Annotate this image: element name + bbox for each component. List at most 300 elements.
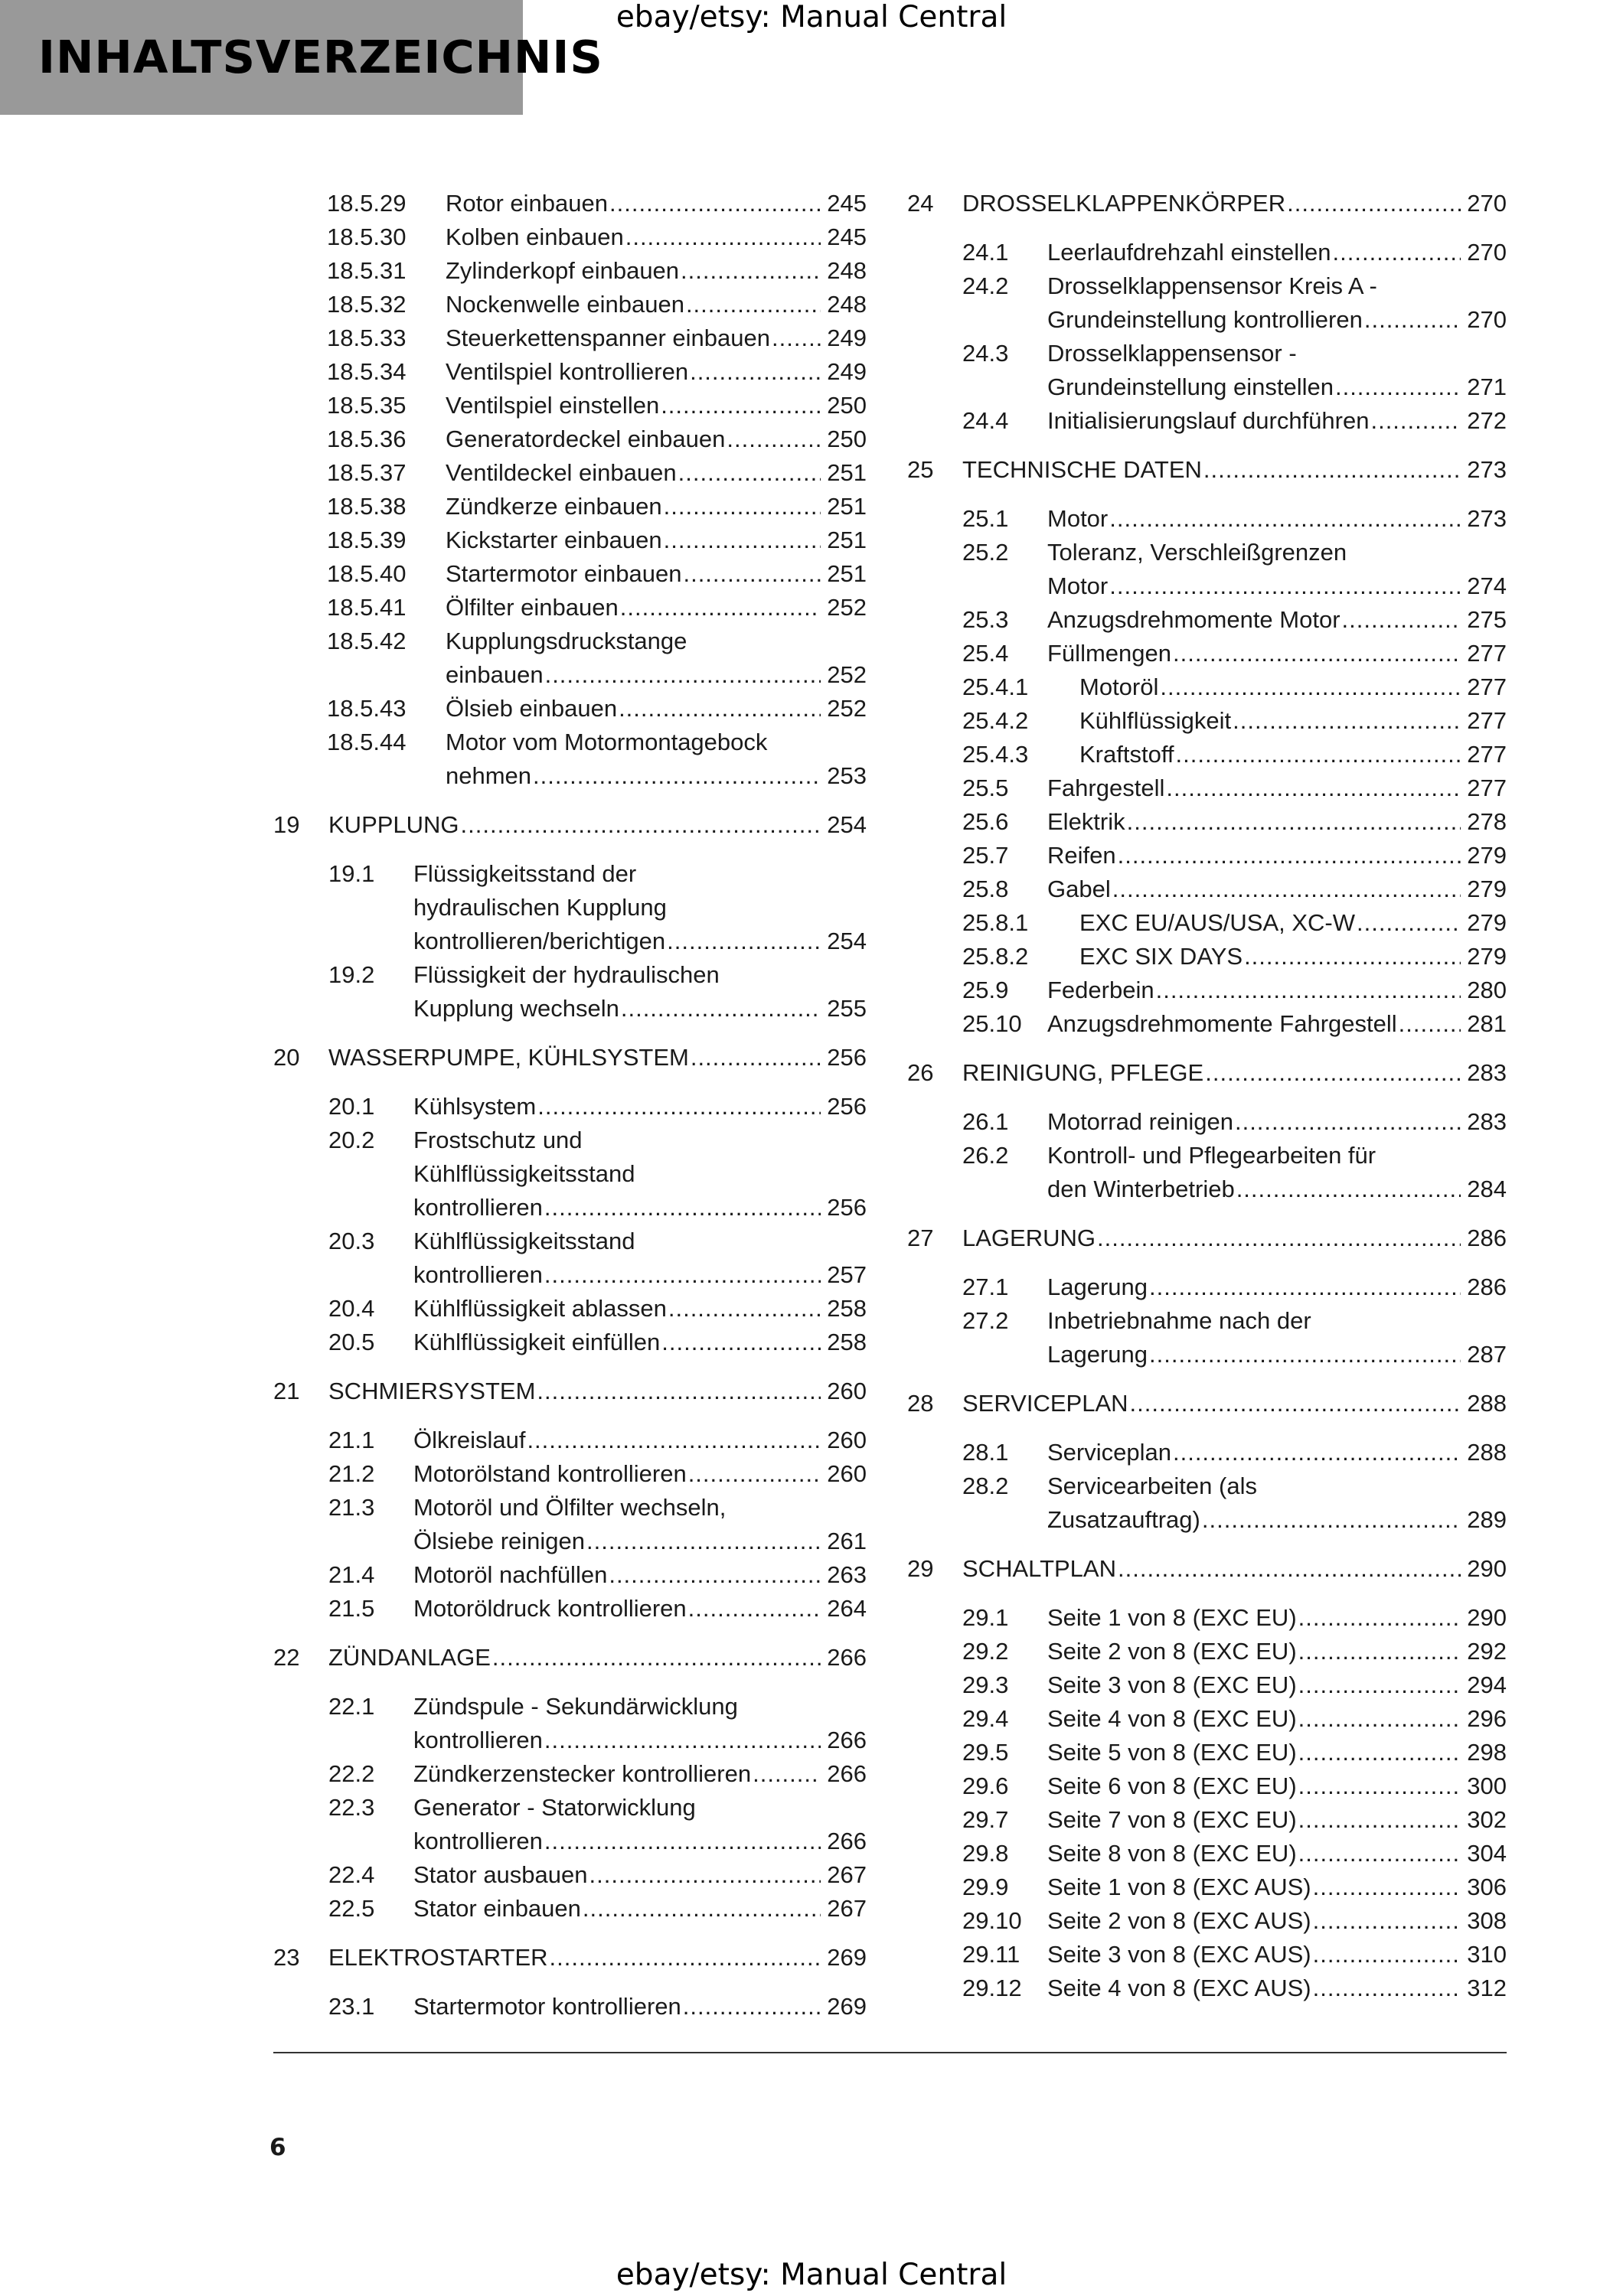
toc-entry-row[interactable] xyxy=(273,1191,867,1225)
toc-page-number: 272 xyxy=(1467,407,1507,434)
toc-entry-title: Seite 4 von 8 (EXC AUS) xyxy=(1047,1975,1311,2001)
toc-entry-title: Grundeinstellung kontrollieren xyxy=(1047,306,1363,333)
toc-entry-number: 29.10 xyxy=(962,1907,1022,1934)
toc-page-number: 248 xyxy=(827,257,867,284)
toc-dot-leader xyxy=(1297,1668,1461,1702)
toc-entry-row[interactable] xyxy=(907,1007,1507,1041)
toc-entry-title: Ölsiebe reinigen xyxy=(413,1528,586,1554)
toc-entry-title: einbauen xyxy=(446,661,544,688)
toc-entry-row[interactable] xyxy=(273,422,867,456)
toc-entry-title: Gabel xyxy=(1047,876,1111,902)
toc-entry-number: 18.5.29 xyxy=(327,190,407,217)
toc-entry-number: 20.2 xyxy=(328,1127,375,1153)
toc-entry-title: Kühlflüssigkeitsstand xyxy=(413,1228,635,1254)
toc-page-number: 266 xyxy=(827,1727,867,1753)
toc-entry-row[interactable] xyxy=(273,321,867,355)
toc-entry-number: 25.4.3 xyxy=(962,741,1029,768)
toc-page-number: 261 xyxy=(827,1528,867,1554)
toc-dot-leader xyxy=(689,1041,821,1075)
toc-dot-leader xyxy=(1363,303,1461,337)
toc-entry-number: 19.2 xyxy=(328,961,375,988)
toc-entry-row[interactable] xyxy=(907,974,1507,1007)
toc-entry-row[interactable] xyxy=(907,1338,1507,1371)
toc-page-number: 278 xyxy=(1467,808,1507,835)
toc-entry-number: 22.2 xyxy=(328,1760,375,1787)
toc-entry-title: Grundeinstellung einstellen xyxy=(1047,373,1334,400)
toc-dot-leader xyxy=(681,557,821,591)
toc-entry-row[interactable] xyxy=(907,404,1507,438)
toc-entry-row[interactable] xyxy=(907,1736,1507,1769)
toc-dot-leader xyxy=(1171,1436,1461,1469)
toc-page-number: 266 xyxy=(827,1760,867,1787)
toc-page-number: 290 xyxy=(1467,1555,1507,1582)
toc-entry-number: 23 xyxy=(273,1944,300,1971)
toc-page-number: 257 xyxy=(827,1261,867,1288)
toc-page-number: 266 xyxy=(827,1828,867,1854)
toc-entry-number: 21.5 xyxy=(328,1595,375,1622)
toc-page-number: 275 xyxy=(1467,606,1507,633)
toc-dot-leader xyxy=(543,1258,821,1292)
toc-entry-title: Leerlaufdrehzahl einstellen xyxy=(1047,239,1331,266)
toc-page-number: 253 xyxy=(827,762,867,789)
toc-entry-title: Kühlflüssigkeitsstand xyxy=(413,1160,635,1187)
toc-entry-row[interactable] xyxy=(273,220,867,254)
toc-entry-row[interactable] xyxy=(907,872,1507,906)
toc-entry-row[interactable] xyxy=(907,1837,1507,1870)
toc-entry-row[interactable] xyxy=(907,269,1507,303)
toc-page-number: 310 xyxy=(1467,1941,1507,1968)
toc-entry-row[interactable] xyxy=(273,1791,867,1825)
toc-dot-leader xyxy=(1235,1172,1461,1206)
toc-entry-title: Seite 6 von 8 (EXC EU) xyxy=(1047,1773,1297,1799)
toc-entry-title: Lagerung xyxy=(1047,1341,1148,1368)
toc-entry-title: Initialisierungslauf durchführen xyxy=(1047,407,1370,434)
toc-entry-row[interactable] xyxy=(273,1258,867,1292)
toc-entry-number: 27.1 xyxy=(962,1274,1009,1300)
toc-entry-title: kontrollieren/berichtigen xyxy=(413,928,666,954)
toc-entry-title: Zündspule - Sekundärwicklung xyxy=(413,1693,738,1720)
toc-dot-leader xyxy=(619,992,821,1026)
toc-page-number: 273 xyxy=(1467,456,1507,483)
toc-section-row[interactable] xyxy=(273,1941,867,1975)
toc-entry-number: 18.5.34 xyxy=(327,358,407,385)
toc-entry-number: 29.12 xyxy=(962,1975,1022,2001)
toc-entry-row[interactable] xyxy=(907,1139,1507,1172)
toc-dot-leader xyxy=(1128,1387,1461,1420)
toc-entry-row[interactable] xyxy=(273,625,867,658)
toc-page-number: 304 xyxy=(1467,1840,1507,1867)
toc-dot-leader xyxy=(1297,1601,1461,1635)
toc-entry-row[interactable] xyxy=(273,557,867,591)
toc-entry-row[interactable] xyxy=(273,254,867,288)
toc-entry-title: den Winterbetrieb xyxy=(1047,1176,1235,1202)
toc-entry-title: Ventildeckel einbauen xyxy=(446,459,677,486)
toc-entry-title: Motoröldruck kontrollieren xyxy=(413,1595,687,1622)
toc-dot-leader xyxy=(1202,453,1461,487)
toc-dot-leader xyxy=(535,1375,821,1408)
toc-dot-leader xyxy=(491,1641,821,1675)
toc-page-number: 294 xyxy=(1467,1671,1507,1698)
toc-page-number: 279 xyxy=(1467,842,1507,869)
toc-entry-title: Seite 3 von 8 (EXC EU) xyxy=(1047,1671,1297,1698)
toc-page-number: 263 xyxy=(827,1561,867,1588)
toc-page-number: 269 xyxy=(827,1944,867,1971)
toc-entry-row[interactable] xyxy=(907,1938,1507,1971)
toc-entry-number: 22.3 xyxy=(328,1794,375,1821)
toc-entry-number: 26.1 xyxy=(962,1108,1009,1135)
toc-entry-row[interactable] xyxy=(907,637,1507,670)
toc-entry-title: Drosselklappensensor Kreis A - xyxy=(1047,272,1377,299)
toc-entry-title: Kraftstoff xyxy=(1079,741,1174,768)
toc-entry-number: 18.5.41 xyxy=(327,594,407,621)
toc-page-number: 249 xyxy=(827,358,867,385)
toc-page-number: 258 xyxy=(827,1295,867,1322)
toc-entry-title: Ventilspiel kontrollieren xyxy=(446,358,689,385)
toc-entry-title: Kühlflüssigkeit xyxy=(1079,707,1232,734)
toc-entry-title: kontrollieren xyxy=(413,1261,543,1288)
toc-entry-row[interactable] xyxy=(273,1592,867,1626)
toc-entry-number: 29.2 xyxy=(962,1638,1009,1665)
toc-page-number: 281 xyxy=(1467,1010,1507,1037)
toc-entry-row[interactable] xyxy=(273,692,867,726)
toc-entry-row[interactable] xyxy=(907,1971,1507,2005)
toc-entry-row[interactable] xyxy=(907,1803,1507,1837)
toc-entry-number: 18.5.33 xyxy=(327,325,407,351)
toc-entry-number: 22.4 xyxy=(328,1861,375,1888)
toc-dot-leader xyxy=(624,220,821,254)
toc-dot-leader xyxy=(1311,1904,1461,1938)
toc-entry-row[interactable] xyxy=(273,187,867,220)
toc-entry-row[interactable] xyxy=(907,1503,1507,1537)
toc-section-row[interactable] xyxy=(907,453,1507,487)
toc-dot-leader xyxy=(679,254,821,288)
toc-page-number: 248 xyxy=(827,291,867,318)
toc-entry-row[interactable] xyxy=(907,1601,1507,1635)
toc-entry-row[interactable] xyxy=(907,1870,1507,1904)
toc-entry-row[interactable] xyxy=(273,1424,867,1457)
toc-entry-number: 25.4 xyxy=(962,640,1009,667)
toc-entry-title: Federbein xyxy=(1047,977,1154,1003)
toc-entry-row[interactable] xyxy=(907,1769,1507,1803)
toc-dot-leader xyxy=(1171,637,1461,670)
toc-entry-row[interactable] xyxy=(273,658,867,692)
toc-entry-row[interactable] xyxy=(273,456,867,490)
toc-entry-row[interactable] xyxy=(907,940,1507,974)
toc-entry-row[interactable] xyxy=(273,759,867,793)
toc-entry-title: ELEKTROSTARTER xyxy=(328,1944,548,1971)
toc-page-number: 245 xyxy=(827,190,867,217)
toc-page-number: 250 xyxy=(827,392,867,419)
toc-section-row[interactable] xyxy=(907,1056,1507,1090)
toc-entry-title: EXC EU/AUS/USA, XC-W xyxy=(1079,909,1355,936)
page-title: INHALTSVERZEICHNIS xyxy=(38,31,603,83)
toc-entry-row[interactable] xyxy=(273,1558,867,1592)
toc-page-number: 251 xyxy=(827,527,867,553)
toc-entry-number: 18.5.38 xyxy=(327,493,407,520)
toc-dot-leader xyxy=(608,187,821,220)
toc-entry-row[interactable] xyxy=(273,1157,867,1191)
toc-entry-title: Seite 7 von 8 (EXC EU) xyxy=(1047,1806,1297,1833)
toc-entry-row[interactable] xyxy=(273,288,867,321)
toc-entry-title: Ölkreislauf xyxy=(413,1427,526,1453)
toc-entry-number: 22.5 xyxy=(328,1895,375,1922)
toc-page-number: 296 xyxy=(1467,1705,1507,1732)
toc-entry-row[interactable] xyxy=(907,1904,1507,1938)
toc-entry-row[interactable] xyxy=(907,771,1507,805)
toc-entry-title: kontrollieren xyxy=(413,1828,543,1854)
toc-entry-row[interactable] xyxy=(907,704,1507,738)
toc-page-number: 271 xyxy=(1467,373,1507,400)
toc-page-number: 251 xyxy=(827,560,867,587)
toc-entry-title: SCHMIERSYSTEM xyxy=(328,1378,536,1404)
toc-entry-row[interactable] xyxy=(907,370,1507,404)
toc-entry-title: Seite 2 von 8 (EXC AUS) xyxy=(1047,1907,1311,1934)
toc-entry-number: 21.2 xyxy=(328,1460,375,1487)
toc-entry-title: Inbetriebnahme nach der xyxy=(1047,1307,1311,1334)
toc-entry-title: Toleranz, Verschleißgrenzen xyxy=(1047,539,1347,566)
toc-entry-row[interactable] xyxy=(273,1225,867,1258)
toc-entry-row[interactable] xyxy=(273,389,867,422)
toc-entry-row[interactable] xyxy=(907,839,1507,872)
toc-entry-title: Kühlsystem xyxy=(413,1093,537,1120)
toc-section-row[interactable] xyxy=(273,1641,867,1675)
toc-page-number: 283 xyxy=(1467,1059,1507,1086)
toc-entry-title: EXC SIX DAYS xyxy=(1079,943,1243,970)
toc-entry-row[interactable] xyxy=(907,1436,1507,1469)
toc-dot-leader xyxy=(725,422,821,456)
toc-dot-leader xyxy=(544,658,821,692)
toc-entry-row[interactable] xyxy=(273,1292,867,1326)
toc-dot-leader xyxy=(1297,1769,1461,1803)
toc-entry-row[interactable] xyxy=(273,891,867,925)
toc-section-row[interactable] xyxy=(907,1221,1507,1255)
toc-entry-title: Anzugsdrehmomente Motor xyxy=(1047,606,1341,633)
toc-entry-row[interactable] xyxy=(907,502,1507,536)
toc-entry-row[interactable] xyxy=(907,1270,1507,1304)
toc-entry-row[interactable] xyxy=(907,337,1507,370)
toc-entry-row[interactable] xyxy=(907,536,1507,569)
toc-entry-row[interactable] xyxy=(273,1090,867,1124)
toc-entry-title: Generatordeckel einbauen xyxy=(446,426,726,452)
toc-entry-number: 25.10 xyxy=(962,1010,1022,1037)
toc-page-number: 254 xyxy=(827,928,867,954)
toc-section-row[interactable] xyxy=(907,1387,1507,1420)
toc-column-right xyxy=(907,187,1507,2005)
toc-entry-number: 28.1 xyxy=(962,1439,1009,1466)
toc-page-number: 312 xyxy=(1467,1975,1507,2001)
toc-entry-number: 18.5.35 xyxy=(327,392,407,419)
toc-entry-number: 25.9 xyxy=(962,977,1009,1003)
toc-entry-row[interactable] xyxy=(907,805,1507,839)
toc-page-number: 277 xyxy=(1467,640,1507,667)
toc-entry-row[interactable] xyxy=(907,1172,1507,1206)
toc-entry-row[interactable] xyxy=(907,738,1507,771)
watermark-bottom: ebay/etsy: Manual Central xyxy=(616,2258,1007,2292)
toc-page-number: 250 xyxy=(827,426,867,452)
toc-entry-row[interactable] xyxy=(907,236,1507,269)
toc-entry-row[interactable] xyxy=(273,992,867,1026)
toc-dot-leader xyxy=(684,288,821,321)
toc-entry-row[interactable] xyxy=(907,1635,1507,1668)
toc-dot-leader xyxy=(687,1457,821,1491)
toc-entry-row[interactable] xyxy=(273,958,867,992)
toc-page-number: 280 xyxy=(1467,977,1507,1003)
toc-entry-row[interactable] xyxy=(273,1124,867,1157)
toc-entry-title: Fahrgestell xyxy=(1047,775,1165,801)
toc-page-number: 267 xyxy=(827,1861,867,1888)
toc-dot-leader xyxy=(1164,771,1461,805)
toc-entry-row[interactable] xyxy=(907,1304,1507,1338)
toc-section-row[interactable] xyxy=(273,808,867,842)
toc-page-number: 256 xyxy=(827,1194,867,1221)
toc-section-row[interactable] xyxy=(273,1375,867,1408)
toc-entry-row[interactable] xyxy=(273,857,867,891)
toc-entry-number: 18.5.31 xyxy=(327,257,407,284)
toc-page-number: 302 xyxy=(1467,1806,1507,1833)
toc-dot-leader xyxy=(1334,370,1461,404)
toc-entry-number: 29.7 xyxy=(962,1806,1009,1833)
toc-entry-title: Motoröl und Ölfilter wechseln, xyxy=(413,1494,727,1521)
toc-page-number: 298 xyxy=(1467,1739,1507,1766)
toc-page-number: 267 xyxy=(827,1895,867,1922)
toc-entry-number: 25.4.2 xyxy=(962,707,1029,734)
toc-dot-leader xyxy=(1311,1870,1461,1904)
toc-dot-leader xyxy=(585,1525,821,1558)
toc-entry-number: 21.1 xyxy=(328,1427,375,1453)
toc-page-number: 270 xyxy=(1467,306,1507,333)
toc-dot-leader xyxy=(1243,940,1461,974)
toc-dot-leader xyxy=(1154,974,1461,1007)
toc-entry-title: Seite 4 von 8 (EXC EU) xyxy=(1047,1705,1297,1732)
toc-entry-number: 22 xyxy=(273,1644,300,1671)
toc-entry-row[interactable] xyxy=(907,1668,1507,1702)
toc-entry-number: 27 xyxy=(907,1225,934,1251)
toc-entry-title: Rotor einbauen xyxy=(446,190,608,217)
toc-page-number: 287 xyxy=(1467,1341,1507,1368)
toc-entry-number: 25.6 xyxy=(962,808,1009,835)
toc-entry-row[interactable] xyxy=(907,906,1507,940)
toc-entry-row[interactable] xyxy=(273,1326,867,1359)
toc-entry-title: Seite 1 von 8 (EXC AUS) xyxy=(1047,1874,1311,1900)
toc-entry-row[interactable] xyxy=(273,1491,867,1525)
toc-section-row[interactable] xyxy=(273,1041,867,1075)
toc-entry-row[interactable] xyxy=(907,1702,1507,1736)
toc-page-number: 273 xyxy=(1467,505,1507,532)
toc-entry-row[interactable] xyxy=(273,1457,867,1491)
toc-page-number: 264 xyxy=(827,1595,867,1622)
toc-entry-row[interactable] xyxy=(273,490,867,523)
toc-dot-leader xyxy=(1341,603,1461,637)
toc-dot-leader xyxy=(1297,1635,1461,1668)
toc-entry-row[interactable] xyxy=(273,355,867,389)
toc-entry-number: 25.1 xyxy=(962,505,1009,532)
toc-page-number: 288 xyxy=(1467,1439,1507,1466)
toc-page-number: 277 xyxy=(1467,707,1507,734)
toc-entry-number: 19 xyxy=(273,811,300,838)
toc-dot-leader xyxy=(659,389,821,422)
toc-dot-leader xyxy=(1297,1803,1461,1837)
toc-entry-title: LAGERUNG xyxy=(962,1225,1096,1251)
toc-dot-leader xyxy=(588,1858,821,1892)
toc-entry-row[interactable] xyxy=(907,670,1507,704)
toc-page-number: 266 xyxy=(827,1644,867,1671)
toc-entry-number: 18.5.32 xyxy=(327,291,407,318)
toc-entry-number: 24.4 xyxy=(962,407,1009,434)
toc-entry-row[interactable] xyxy=(273,1990,867,2024)
toc-entry-number: 20.4 xyxy=(328,1295,375,1322)
toc-entry-title: Stator ausbauen xyxy=(413,1861,588,1888)
toc-dot-leader xyxy=(1311,1938,1461,1971)
toc-entry-row[interactable] xyxy=(273,1724,867,1757)
toc-dot-leader xyxy=(543,1724,821,1757)
toc-entry-title: Elektrik xyxy=(1047,808,1125,835)
toc-dot-leader xyxy=(1369,404,1461,438)
toc-entry-row[interactable] xyxy=(273,1525,867,1558)
toc-page-number: 279 xyxy=(1467,909,1507,936)
toc-entry-row[interactable] xyxy=(907,603,1507,637)
toc-page-number: 277 xyxy=(1467,741,1507,768)
toc-entry-row[interactable] xyxy=(273,1858,867,1892)
toc-entry-number: 20 xyxy=(273,1044,300,1071)
toc-entry-row[interactable] xyxy=(273,1825,867,1858)
toc-entry-row[interactable] xyxy=(273,925,867,958)
toc-page-number: 306 xyxy=(1467,1874,1507,1900)
toc-dot-leader xyxy=(531,759,821,793)
toc-entry-row[interactable] xyxy=(907,1469,1507,1503)
toc-entry-title: Motor vom Motormontagebock xyxy=(446,729,768,755)
toc-entry-number: 20.3 xyxy=(328,1228,375,1254)
toc-entry-row[interactable] xyxy=(273,1690,867,1724)
toc-entry-title: REINIGUNG, PFLEGE xyxy=(962,1059,1204,1086)
toc-entry-number: 19.1 xyxy=(328,860,375,887)
toc-entry-title: kontrollieren xyxy=(413,1727,543,1753)
toc-entry-row[interactable] xyxy=(273,591,867,625)
toc-page-number: 258 xyxy=(827,1329,867,1355)
toc-dot-leader xyxy=(688,355,821,389)
toc-entry-title: Füllmengen xyxy=(1047,640,1171,667)
toc-entry-row[interactable] xyxy=(273,1757,867,1791)
toc-dot-leader xyxy=(1108,569,1461,603)
toc-entry-number: 21.4 xyxy=(328,1561,375,1588)
toc-entry-number: 18.5.40 xyxy=(327,560,407,587)
toc-entry-title: Kontroll- und Pflegearbeiten für xyxy=(1047,1142,1376,1169)
toc-dot-leader xyxy=(677,456,821,490)
toc-entry-row[interactable] xyxy=(273,523,867,557)
toc-page-number: 289 xyxy=(1467,1506,1507,1533)
toc-entry-number: 25.3 xyxy=(962,606,1009,633)
toc-section-row[interactable] xyxy=(907,1552,1507,1586)
toc-dot-leader xyxy=(1125,805,1461,839)
toc-page-number: 260 xyxy=(827,1427,867,1453)
toc-entry-row[interactable] xyxy=(273,726,867,759)
toc-entry-title: Seite 8 von 8 (EXC EU) xyxy=(1047,1840,1297,1867)
toc-entry-number: 25.8 xyxy=(962,876,1009,902)
toc-dot-leader xyxy=(1148,1270,1461,1304)
toc-page-number: 260 xyxy=(827,1378,867,1404)
toc-entry-row[interactable] xyxy=(907,569,1507,603)
toc-page-number: 249 xyxy=(827,325,867,351)
toc-page-number: 288 xyxy=(1467,1390,1507,1417)
toc-entry-row[interactable] xyxy=(907,303,1507,337)
toc-page-number: 255 xyxy=(827,995,867,1022)
toc-entry-number: 29.8 xyxy=(962,1840,1009,1867)
toc-entry-row[interactable] xyxy=(273,1892,867,1926)
toc-entry-row[interactable] xyxy=(907,1105,1507,1139)
toc-entry-title: Anzugsdrehmomente Fahrgestell xyxy=(1047,1010,1397,1037)
toc-dot-leader xyxy=(665,925,821,958)
toc-entry-title: Ventilspiel einstellen xyxy=(446,392,660,419)
toc-section-row[interactable] xyxy=(907,187,1507,220)
